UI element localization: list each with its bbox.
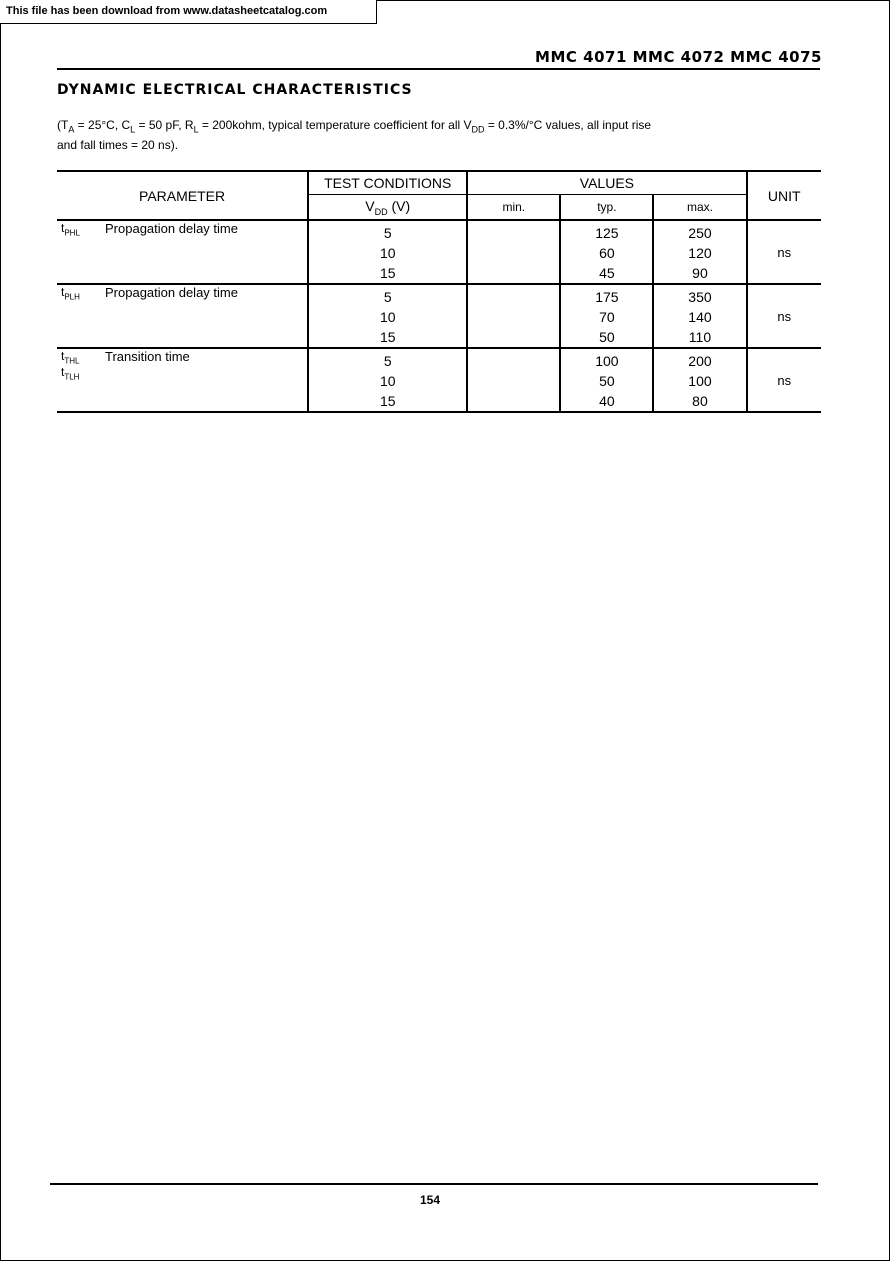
header-max: max. bbox=[653, 195, 746, 221]
parameter-name: Propagation delay time bbox=[105, 285, 238, 300]
typ-value: 45 bbox=[599, 265, 615, 281]
typ-value: 60 bbox=[599, 245, 615, 261]
footer-rule bbox=[50, 1183, 818, 1185]
typ-value: 40 bbox=[599, 393, 615, 409]
vdd-value: 5 bbox=[383, 289, 392, 305]
vdd-unit: (V) bbox=[387, 197, 411, 214]
typ-value: 175 bbox=[595, 289, 619, 305]
typ-cell bbox=[560, 348, 653, 412]
cond-sub: L bbox=[130, 124, 136, 135]
typ-value: 100 bbox=[595, 353, 619, 369]
min-cell bbox=[467, 284, 560, 348]
header-parameter: PARAMETER bbox=[57, 171, 308, 220]
parameter-symbol bbox=[57, 349, 105, 382]
max-value: 90 bbox=[692, 265, 708, 281]
vdd-cell bbox=[308, 284, 467, 348]
header-typ: typ. bbox=[560, 195, 653, 221]
max-value: 140 bbox=[688, 309, 712, 325]
cond-text: (T bbox=[57, 118, 69, 132]
vdd-sub: DD bbox=[374, 206, 388, 217]
vdd-main: V bbox=[365, 197, 375, 214]
max-value: 250 bbox=[688, 225, 712, 241]
header-vdd bbox=[308, 195, 467, 221]
symbol-main: t bbox=[61, 285, 65, 299]
symbol-main: t bbox=[61, 365, 65, 380]
header-unit: UNIT bbox=[747, 171, 821, 220]
table-row bbox=[57, 348, 821, 412]
vdd-value: 10 bbox=[379, 245, 396, 261]
cond-sub: L bbox=[193, 124, 199, 135]
typ-value: 125 bbox=[595, 225, 619, 241]
page-header-title: MMC 4071 MMC 4072 MMC 4075 bbox=[535, 48, 822, 66]
cond-sub: A bbox=[68, 124, 75, 135]
vdd-value: 10 bbox=[379, 373, 396, 389]
max-value: 120 bbox=[688, 245, 712, 261]
cond-text: = 0.3%/°C values, all input rise bbox=[484, 118, 652, 132]
max-value: 200 bbox=[688, 353, 712, 369]
vdd-value: 5 bbox=[383, 225, 392, 241]
parameter-name: Propagation delay time bbox=[105, 221, 238, 236]
header-test-conditions: TEST CONDITIONS bbox=[308, 171, 467, 195]
symbol-sub: PLH bbox=[64, 292, 80, 302]
typ-cell bbox=[560, 284, 653, 348]
typ-value: 50 bbox=[599, 373, 615, 389]
header-values: VALUES bbox=[467, 171, 746, 195]
max-value: 350 bbox=[688, 289, 712, 305]
header-min: min. bbox=[467, 195, 560, 221]
vdd-value: 5 bbox=[383, 353, 392, 369]
max-cell bbox=[653, 284, 746, 348]
max-value: 110 bbox=[688, 329, 712, 345]
vdd-cell bbox=[308, 220, 467, 284]
max-value: 100 bbox=[688, 373, 712, 389]
symbol-main: t bbox=[61, 221, 65, 235]
table-row bbox=[57, 220, 821, 284]
unit-cell: ns bbox=[747, 220, 821, 284]
typ-cell bbox=[560, 220, 653, 284]
typ-value: 50 bbox=[599, 329, 615, 345]
max-value: 80 bbox=[692, 393, 708, 409]
cond-text: = 200kohm, typical temperature coefficient for all V bbox=[198, 118, 472, 132]
page-number: 154 bbox=[420, 1193, 441, 1207]
header-rule bbox=[57, 68, 820, 70]
unit-cell: ns bbox=[747, 284, 821, 348]
vdd-cell bbox=[308, 348, 467, 412]
max-cell bbox=[653, 348, 746, 412]
min-cell bbox=[467, 348, 560, 412]
vdd-value: 15 bbox=[379, 265, 396, 281]
vdd-value: 15 bbox=[379, 329, 396, 345]
symbol-main: t bbox=[61, 349, 65, 363]
max-cell bbox=[653, 220, 746, 284]
cond-text-line2: and fall times = 20 ns). bbox=[57, 138, 179, 153]
typ-value: 70 bbox=[599, 309, 615, 325]
symbol-sub: PHL bbox=[64, 228, 80, 238]
cond-text: = 25°C, C bbox=[74, 118, 131, 132]
parameter-symbol bbox=[57, 285, 105, 301]
vdd-value: 10 bbox=[379, 309, 396, 325]
download-banner: This file has been download from www.datasheetcatalog.com bbox=[0, 0, 377, 24]
symbol-sub: TLH bbox=[64, 372, 80, 382]
parameter-cell bbox=[57, 220, 308, 284]
parameter-name: Transition time bbox=[105, 349, 190, 364]
table-row bbox=[57, 284, 821, 348]
cond-text: = 50 pF, R bbox=[135, 118, 194, 132]
parameter-symbol bbox=[57, 221, 105, 237]
section-title: DYNAMIC ELECTRICAL CHARACTERISTICS bbox=[57, 82, 413, 98]
parameter-cell bbox=[57, 284, 308, 348]
symbol-sub: THL bbox=[64, 356, 80, 366]
cond-sub: DD bbox=[471, 124, 485, 135]
test-conditions-text bbox=[57, 117, 837, 153]
parameter-cell bbox=[57, 348, 308, 412]
min-cell bbox=[467, 220, 560, 284]
dynamic-characteristics-table bbox=[57, 170, 821, 413]
vdd-value: 15 bbox=[379, 393, 396, 409]
unit-cell: ns bbox=[747, 348, 821, 412]
